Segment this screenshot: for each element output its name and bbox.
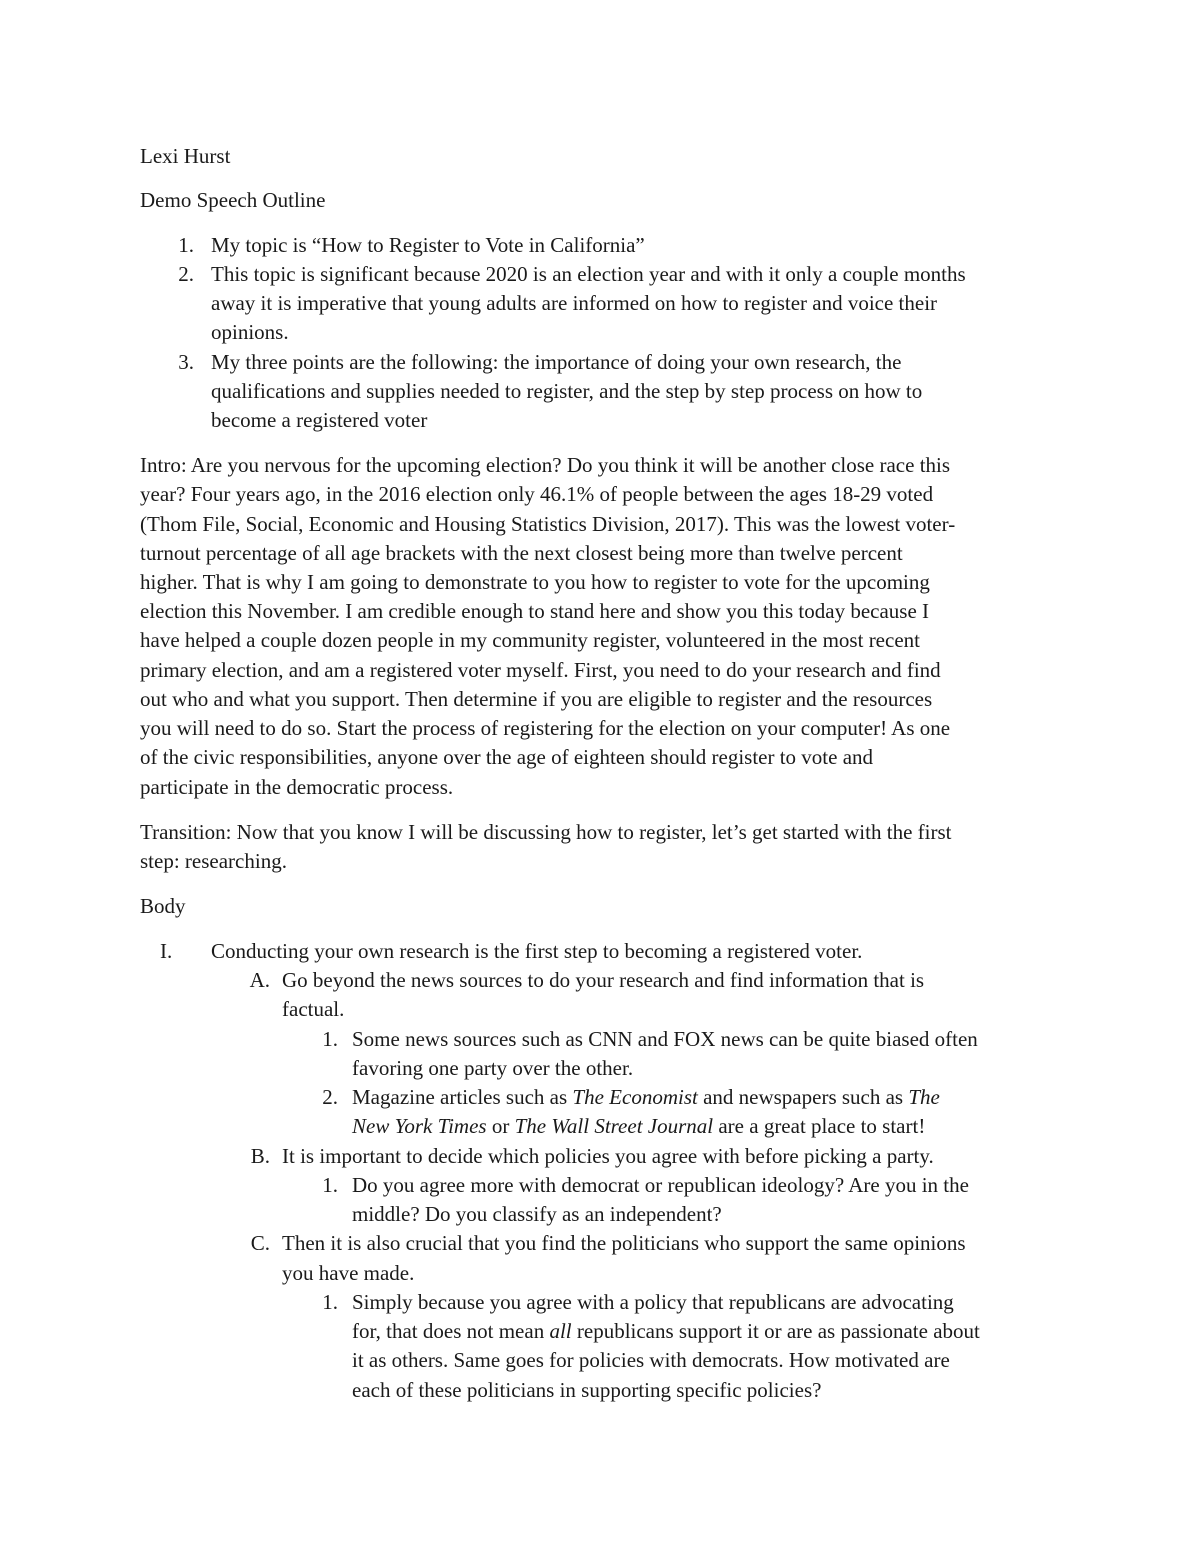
italic-title: The	[908, 1085, 940, 1109]
text-run: or	[486, 1114, 515, 1138]
outline-subpoint: Then it is also crucial that you find the politicians who support the same opinions	[282, 1231, 966, 1255]
list-item-continued: away it is imperative that young adults are informed on how to register and voice their	[211, 291, 938, 315]
list-number: 3.	[178, 350, 194, 374]
outline-number: 2.	[322, 1085, 338, 1109]
transition-line: step: researching.	[140, 849, 287, 873]
intro-line: participate in the democratic process.	[140, 775, 454, 799]
intro-line: primary election, and am a registered voter myself. First, you need to do your research and find	[140, 658, 941, 682]
list-item-continued: opinions.	[211, 320, 289, 344]
outline-number: 1.	[322, 1173, 338, 1197]
outline-detail-continued	[352, 1317, 980, 1346]
outline-subpoint: Go beyond the news sources to do your research and find information that is	[282, 968, 925, 992]
text-run: and newspapers such as	[697, 1085, 909, 1109]
italic-title: The Economist	[572, 1085, 698, 1109]
list-item: This topic is significant because 2020 is an election year and with it only a couple months	[211, 262, 966, 286]
list-number: 2.	[178, 262, 194, 286]
intro-line: Intro: Are you nervous for the upcoming election? Do you think it will be another close race this	[140, 453, 951, 477]
outline-detail-continued: it as others. Same goes for policies with democrats. How motivated are	[352, 1348, 950, 1372]
text-run: for, that does not mean	[352, 1319, 550, 1343]
outline-detail-continued	[352, 1112, 925, 1141]
roman-numeral: I.	[160, 939, 173, 963]
intro-line: of the civic responsibilities, anyone over the age of eighteen should register to vote and	[140, 745, 874, 769]
outline-letter: A.	[249, 968, 270, 992]
list-item: My three points are the following: the importance of doing your own research, the	[211, 350, 902, 374]
document-title: Demo Speech Outline	[140, 188, 326, 212]
text-run: Magazine articles such as	[352, 1085, 573, 1109]
outline-detail-continued: middle? Do you classify as an independent?	[352, 1202, 722, 1226]
outline-detail	[352, 1083, 940, 1112]
outline-subpoint-continued: factual.	[282, 997, 345, 1021]
intro-line: higher. That is why I am going to demonstrate to you how to register to vote for the upcoming	[140, 570, 930, 594]
italic-emphasis: all	[549, 1319, 572, 1343]
outline-detail: Some news sources such as CNN and FOX news can be quite biased often	[352, 1027, 978, 1051]
italic-title: The Wall Street Journal	[514, 1114, 714, 1138]
intro-line: (Thom File, Social, Economic and Housing Statistics Division, 2017). This was the lowest voter-	[140, 512, 956, 536]
list-item-continued: qualifications and supplies needed to register, and the step by step process on how to	[211, 379, 923, 403]
outline-detail-continued: favoring one party over the other.	[352, 1056, 634, 1080]
intro-line: turnout percentage of all age brackets with the next closest being more than twelve percent	[140, 541, 903, 565]
outline-detail: Do you agree more with democrat or republican ideology? Are you in the	[352, 1173, 969, 1197]
intro-line: out who and what you support. Then determine if you are eligible to register and the resources	[140, 687, 933, 711]
outline-letter: B.	[250, 1144, 270, 1168]
transition-line: Transition: Now that you know I will be discussing how to register, let’s get started with the first	[140, 820, 952, 844]
outline-subpoint-continued: you have made.	[282, 1261, 415, 1285]
outline-subpoint: It is important to decide which policies you agree with before picking a party.	[282, 1144, 934, 1168]
outline-point: Conducting your own research is the first step to becoming a registered voter.	[211, 939, 863, 963]
list-item-continued: become a registered voter	[211, 408, 428, 432]
list-item: My topic is “How to Register to Vote in California”	[211, 233, 645, 257]
outline-number: 1.	[322, 1027, 338, 1051]
outline-detail: Simply because you agree with a policy that republicans are advocating	[352, 1290, 954, 1314]
author-name: Lexi Hurst	[140, 144, 231, 168]
text-run: republicans support it or are as passionate about	[571, 1319, 980, 1343]
body-heading: Body	[140, 894, 186, 918]
outline-detail-continued: each of these politicians in supporting specific policies?	[352, 1378, 822, 1402]
intro-line: have helped a couple dozen people in my community register, volunteered in the most recent	[140, 628, 920, 652]
outline-letter: C.	[250, 1231, 270, 1255]
italic-title: New York Times	[352, 1114, 487, 1138]
intro-line: you will need to do so. Start the process of registering for the election on your computer! As one	[140, 716, 951, 740]
text-run: are a great place to start!	[713, 1114, 926, 1138]
outline-number: 1.	[322, 1290, 338, 1314]
list-number: 1.	[178, 233, 194, 257]
intro-line: election this November. I am credible enough to stand here and show you this today because I	[140, 599, 930, 623]
intro-line: year? Four years ago, in the 2016 election only 46.1% of people between the ages 18-29 voted	[140, 482, 934, 506]
